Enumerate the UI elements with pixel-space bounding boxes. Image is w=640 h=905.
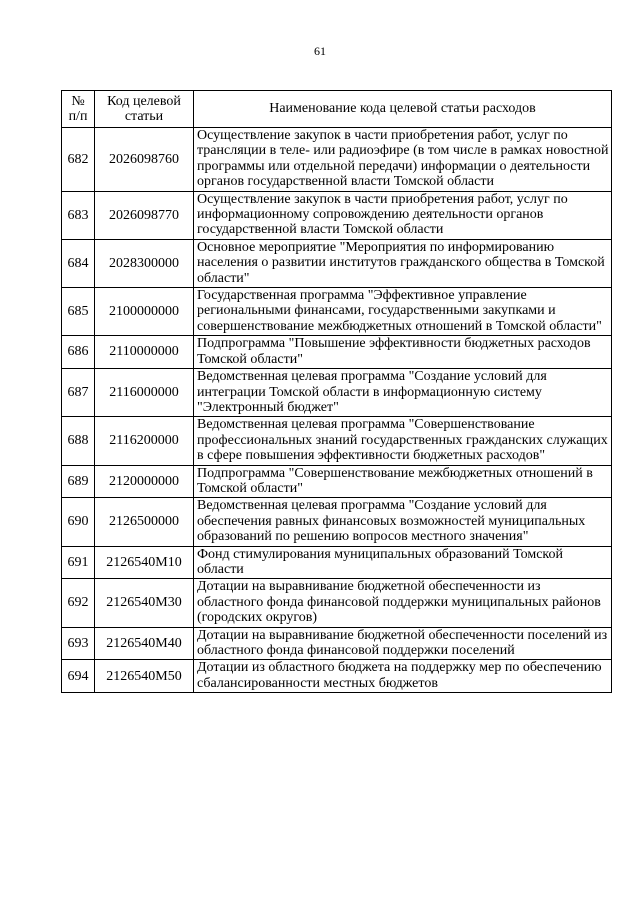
table-row xyxy=(62,288,612,336)
table-row xyxy=(62,417,612,465)
row-number: 693 xyxy=(62,627,95,660)
row-number: 685 xyxy=(62,288,95,336)
row-code: 2026098770 xyxy=(95,191,194,239)
row-name: Государственная программа "Эффективное управление региональными финансами, государственными закупками и совершенствование межбюджетных отношений в Томской области" xyxy=(194,288,612,336)
row-name: Ведомственная целевая программа "Создание условий для интеграции Томской области в информационную систему "Электронный бюджет" xyxy=(194,369,612,417)
table-row xyxy=(62,369,612,417)
row-number: 683 xyxy=(62,191,95,239)
row-number: 691 xyxy=(62,546,95,579)
row-name: Фонд стимулирования муниципальных образований Томской области xyxy=(194,546,612,579)
row-name: Осуществление закупок в части приобретения работ, услуг по трансляции в теле- или радиоэфире (в том числе в рамках новостной программы или отдельной передачи) информации о деятельности органов государственной власти Томской области xyxy=(194,128,612,192)
row-name: Ведомственная целевая программа "Совершенствование профессиональных знаний государственных гражданских служащих в сфере повышения эффективности бюджетных расходов" xyxy=(194,417,612,465)
row-number: 694 xyxy=(62,660,95,693)
table-row xyxy=(62,239,612,287)
row-code: 2126500000 xyxy=(95,498,194,546)
row-name: Подпрограмма "Повышение эффективности бюджетных расходов Томской области" xyxy=(194,336,612,369)
row-number: 692 xyxy=(62,579,95,627)
column-header-number: № п/п xyxy=(62,91,95,128)
row-name: Основное мероприятие "Мероприятия по информированию населения о развитии институтов гражданского общества в Томской области" xyxy=(194,239,612,287)
row-code: 2126540М10 xyxy=(95,546,194,579)
row-code: 2126540М40 xyxy=(95,627,194,660)
table-row xyxy=(62,660,612,693)
row-code: 2116200000 xyxy=(95,417,194,465)
column-header-code: Код целевой статьи xyxy=(95,91,194,128)
row-number: 686 xyxy=(62,336,95,369)
table-row xyxy=(62,498,612,546)
table-row xyxy=(62,336,612,369)
row-name: Осуществление закупок в части приобретения работ, услуг по информационному сопровождению деятельности органов государственной власти Томской области xyxy=(194,191,612,239)
row-name: Подпрограмма "Совершенствование межбюджетных отношений в Томской области" xyxy=(194,465,612,498)
table-header-row xyxy=(62,91,612,128)
row-name: Дотации на выравнивание бюджетной обеспеченности поселений из областного фонда финансовой поддержки поселений xyxy=(194,627,612,660)
table-row xyxy=(62,627,612,660)
page-number: 61 xyxy=(314,44,326,58)
row-code: 2126540М50 xyxy=(95,660,194,693)
row-number: 684 xyxy=(62,239,95,287)
row-name: Ведомственная целевая программа "Создание условий для обеспечения равных финансовых возможностей муниципальных образований по решению вопросов местного значения" xyxy=(194,498,612,546)
table-row xyxy=(62,546,612,579)
row-number: 688 xyxy=(62,417,95,465)
row-number: 687 xyxy=(62,369,95,417)
row-code: 2126540М30 xyxy=(95,579,194,627)
table-row xyxy=(62,465,612,498)
row-code: 2110000000 xyxy=(95,336,194,369)
table-row xyxy=(62,128,612,192)
row-number: 690 xyxy=(62,498,95,546)
row-number: 682 xyxy=(62,128,95,192)
row-name: Дотации на выравнивание бюджетной обеспеченности из областного фонда финансовой поддержки муниципальных районов (городских округов) xyxy=(194,579,612,627)
budget-codes-table xyxy=(61,90,612,693)
row-number: 689 xyxy=(62,465,95,498)
row-code: 2116000000 xyxy=(95,369,194,417)
row-code: 2026098760 xyxy=(95,128,194,192)
row-code: 2120000000 xyxy=(95,465,194,498)
table-row xyxy=(62,579,612,627)
row-code: 2028300000 xyxy=(95,239,194,287)
table-row xyxy=(62,191,612,239)
row-name: Дотации из областного бюджета на поддержку мер по обеспечению сбалансированности местных бюджетов xyxy=(194,660,612,693)
column-header-name: Наименование кода целевой статьи расходов xyxy=(194,91,612,128)
row-code: 2100000000 xyxy=(95,288,194,336)
